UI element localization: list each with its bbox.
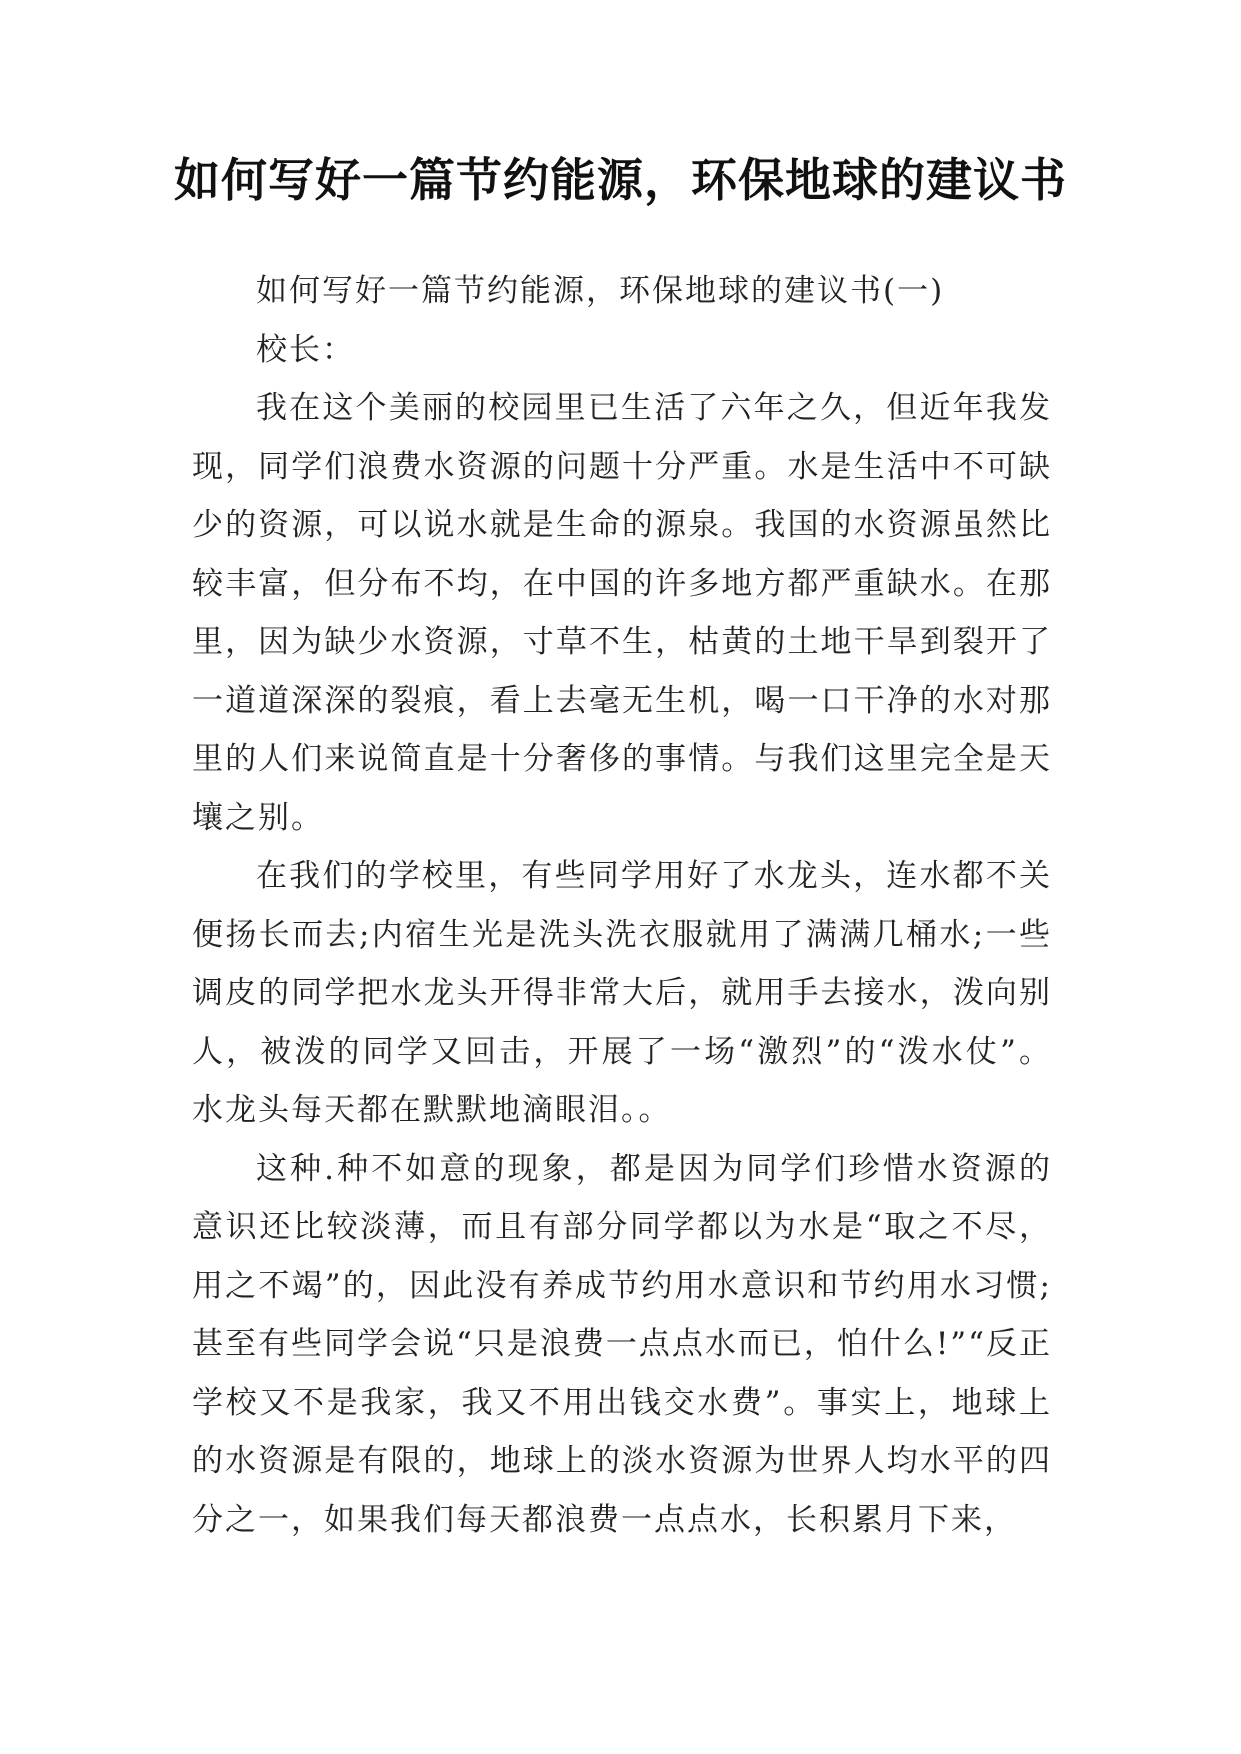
paragraph-3: 这种.种不如意的现象，都是因为同学们珍惜水资源的意识还比较淡薄，而且有部分同学都以为水是“取之不尽，用之不竭”的，因此没有养成节约用水意识和节约用水习惯;甚至有些同学会说“只是浪费一点点水而已，怕什么!”“反正学校又不是我家，我又不用出钱交水费”。事实上，地球上的水资源是有限的，地球上的淡水资源为世界人均水平的四分之一，如果我们每天都浪费一点点水，长积累月下来，	[192, 1150, 1052, 1538]
document-body	[192, 262, 1052, 1549]
document-subtitle: 如何写好一篇节约能源，环保地球的建议书(一)	[256, 273, 945, 309]
paragraph-2: 在我们的学校里，有些同学用好了水龙头，连水都不关便扬长而去;内宿生光是洗头洗衣服就用了满满几桶水;一些调皮的同学把水龙头开得非常大后，就用手去接水，泼向别人，被泼的同学又回击，开展了一场“激烈”的“泼水仗”。水龙头每天都在默默地滴眼泪。。	[192, 858, 1052, 1128]
salutation: 校长：	[256, 331, 355, 368]
paragraph-1: 我在这个美丽的校园里已生活了六年之久，但近年我发现，同学们浪费水资源的问题十分严重。水是生活中不可缺少的资源，可以说水就是生命的源泉。我国的水资源虽然比较丰富，但分布不均，在中国的许多地方都严重缺水。在那里，因为缺少水资源，寸草不生，枯黄的土地干旱到裂开了一道道深深的裂痕，看上去毫无生机，喝一口干净的水对那里的人们来说简直是十分奢侈的事情。与我们这里完全是天壤之别。	[192, 390, 1052, 836]
document-title: 如何写好一篇节约能源，环保地球的建议书	[174, 153, 1067, 207]
